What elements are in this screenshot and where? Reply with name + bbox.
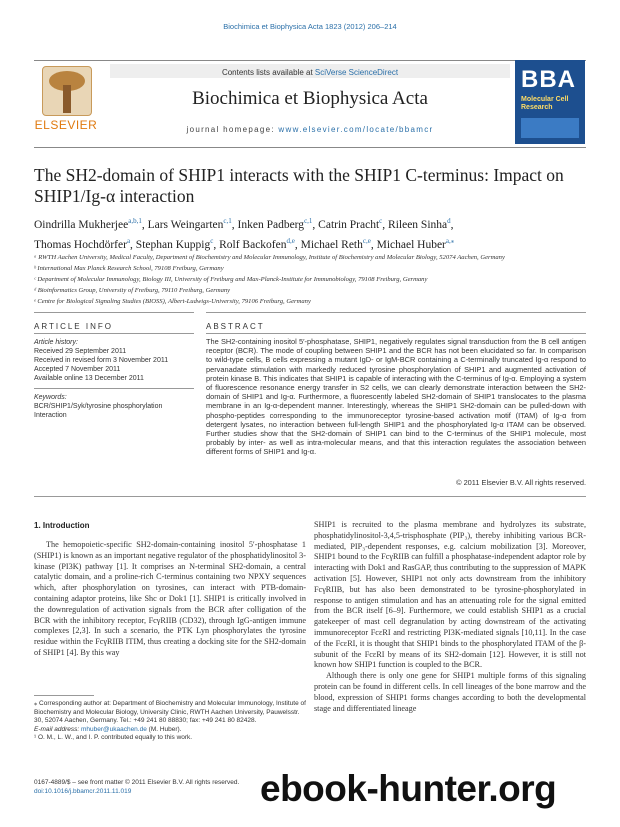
abstract-heading: ABSTRACT xyxy=(206,322,265,331)
author-affiliation-marker[interactable]: c xyxy=(379,217,383,225)
divider-abstract-top xyxy=(206,312,586,313)
copyright-notice: © 2011 Elsevier B.V. All rights reserved. xyxy=(456,478,586,487)
history-label: Article history: xyxy=(34,339,78,346)
journal-name: Biochimica et Biophysica Acta xyxy=(192,88,428,109)
divider-info-mid xyxy=(34,333,194,334)
keyword-item: BCR/SHIP1/Syk/tyrosine phosphorylation xyxy=(34,403,163,410)
cover-title: BBA xyxy=(521,66,576,93)
footnote-equal-contribution: ¹ O. M., L. W., and I. P. contributed equally to this work. xyxy=(34,734,193,741)
abstract-text: The SH2-containing inositol 5′-phosphatase, SHIP1, negatively regulates signal transduction from the B cell antigen receptor (BCR). The mode of coupling between SHIP1 and the BCR has not been elucidated so far. In comparison to wild-type cells, B cells expressing a mutant IgD- or IgM-BCR containing a C-terminally truncated Ig-α respond to pervanadate stimulation with markedly reduced tyrosine phosphorylation of SHIP1 and augmented activation of protein kinase B. This indicates that SHIP1 is capable of interacting with the C-terminus of Ig-α. Employing a system of fluorescence resonance energy transfer in S2 cells, we can clearly demonstrate interaction between the SH2-domain of SHIP1 and Ig-α. Furthermore, a fluorescently labeled SH2-domain of SHIP1 translocates to the plasma membrane in an Ig-α-dependent manner. Interestingly, whereas the SHIP1 SH2-domain can be pulled-down with phospho-peptides corresponding to the immunoreceptor tyrosine-based activation motif (ITAM) of Ig-α from detergent lysates, no interaction between full-length SHIP1 and the phosphorylated Ig-α ITAM can be observed. Further studies show that the SH2-domain of SHIP1 can bind to the C-terminus of the SHIP1 molecule, most probably by inter- as well as intra-molecular means, and that this interaction regulates the association between different forms of SHIP1 and Ig-α. xyxy=(206,337,586,457)
author-affiliation-marker[interactable]: c,1 xyxy=(223,217,232,225)
history-item: Accepted 7 November 2011 xyxy=(34,366,121,373)
watermark: ebook-hunter.org xyxy=(260,768,557,809)
author-name: Stephan Kuppig xyxy=(135,238,211,251)
author-list xyxy=(34,213,594,253)
issn-line: 0167-4889/$ – see front matter © 2011 Elsevier B.V. All rights reserved. xyxy=(34,779,240,786)
intro-right-column xyxy=(314,520,586,714)
author-affiliation-marker[interactable]: d,e xyxy=(286,236,295,245)
keywords-label: Keywords: xyxy=(34,394,67,401)
elsevier-logo xyxy=(34,62,98,136)
author-name: Catrin Pracht xyxy=(318,218,380,231)
author-affiliation-marker[interactable]: c,e xyxy=(362,236,371,245)
author-name: Inken Padberg xyxy=(237,218,305,231)
email-label: E-mail address: xyxy=(34,725,81,733)
journal-citation[interactable]: Biochimica et Biophysica Acta 1823 (2012) 206–214 xyxy=(223,22,397,31)
cover-picture xyxy=(521,118,579,138)
author-affiliation-marker[interactable]: a,⁎ xyxy=(445,236,455,245)
author-affiliation-marker[interactable]: a,b,1 xyxy=(128,217,142,225)
divider-info-top xyxy=(34,312,194,313)
footnote-email xyxy=(34,726,306,735)
publisher-name: ELSEVIER xyxy=(34,118,98,132)
tree-icon xyxy=(42,66,92,116)
author-name: Oindrilla Mukherjee xyxy=(34,218,129,231)
affiliation-d: ᵈ Bioinformatics Group, University of Freiburg, 79110 Freiburg, Germany xyxy=(34,287,231,294)
homepage-link[interactable]: www.elsevier.com/locate/bbamcr xyxy=(278,125,434,134)
author-affiliation-marker[interactable]: c xyxy=(210,236,214,245)
author-affiliation-marker[interactable]: c,1 xyxy=(304,217,313,225)
sciencedirect-link[interactable]: SciVerse ScienceDirect xyxy=(314,68,399,77)
divider-abstract-mid xyxy=(206,333,586,334)
email-link[interactable]: mhuber@ukaachen.de xyxy=(80,725,147,733)
history-item: Available online 13 December 2011 xyxy=(34,375,144,382)
journal-cover-image xyxy=(515,60,585,144)
author-name: Michael Huber xyxy=(376,238,446,251)
footnotes xyxy=(34,700,306,743)
history-item: Received 29 September 2011 xyxy=(34,348,127,355)
history-item: Received in revised form 3 November 2011 xyxy=(34,357,169,364)
affiliation-b: ᵇ International Max Planck Research School, 79108 Freiburg, Germany xyxy=(34,265,224,272)
intro-paragraph-1: The hemopoietic-specific SH2-domain-containing inositol 5′-phosphatase 1 (SHIP1) is known as an important negative regulator of the phosphatidylinositol 3-kinase (PI3K) pathway [1]. It comprises an N-terminal SH2-domain, a central catalytic domain, and a proline-rich C-terminus containing two NPXY sequences which, after phosphorylation on tyrosines, can interact with PTB-domain-containing adaptor proteins, like Shc or Dok1 [1]. SHIP1 is critically involved in the downregulation of activation signals from the BCR after colligation of the BCR with the inhibitory receptor, FcγRIIB (CD32), through IgG-antigen immune complexes [2,3]. In such a scenario, the PTK Lyn phosphorylates the tyrosine residue within the FcγRIIB ITIM, thus creating a docking site for the SH2-domain of SHIP1 [4]. By this way xyxy=(34,540,306,657)
author-name: Lars Weingarten xyxy=(147,218,224,231)
contents-line xyxy=(120,68,500,77)
divider-keywords xyxy=(34,388,194,389)
affiliations xyxy=(34,252,594,307)
section-heading-introduction: 1. Introduction xyxy=(34,521,90,530)
affiliation-c: ᶜ Department of Molecular Immunology, Biology III, University of Freiburg and Max-Planck-Institute for Immunobiology, 79108 Freiburg, Germany xyxy=(34,276,428,283)
author-affiliation-marker[interactable]: a xyxy=(126,236,131,245)
article-title: The SH2-domain of SHIP1 interacts with the SHIP1 C-terminus: Impact on SHIP1/Ig-α interaction xyxy=(34,165,564,206)
author-name: Rileen Sinha xyxy=(388,218,448,231)
intro-paragraph-1-continued: SHIP1 is recruited to the plasma membrane and hydrolyzes its substrate, phosphatidylinositol-3,4,5-trisphosphate (PIP₃), thereby inhibiting various BCR-mediated, PIP₃-dependent responses, e.g. calcium mobilization [3]. Moreover, SHIP1 bound to the FcγRIIB can fulfill a phosphatase-independent adaptor role by interacting with Dok1 and RasGAP, thus contributing to the suppression of MAPK activation [5]. However, SHIP1 not only acts downstream from the inhibitory FcγRIIB, but has also been demonstrated to be tyrosine-phosphorylated in response to antigen stimulation and has an attenuating role for the signal emitted from the BCR itself [6–9]. Furthermore, we could establish SHIP1 as a crucial gatekeeper of mast cell degranulation by acting downstream of the activating immunoreceptor FcεRI and restricting PI3K-mediated signals [10,11]. In the case of the FcεRI, it is thought that SHIP1 binds to the phosphorylated ITAM of the β-subunit of the FcεRI by means of its SH2-domain [12]. However, it is still not known how SHIP1 function is coupled to the BCR. xyxy=(314,520,586,670)
article-info-heading: ARTICLE INFO xyxy=(34,322,113,331)
homepage-prefix: journal homepage: xyxy=(186,125,279,134)
affiliation-e: ᵉ Centre for Biological Signaling Studies (BIOSS), Albert-Ludwigs-University, 79106 Freiburg, Germany xyxy=(34,298,311,305)
intro-left-column xyxy=(34,540,306,659)
cover-subtitle: Molecular Cell Research xyxy=(521,96,569,111)
article-history xyxy=(34,338,194,383)
author-line-1: Oindrilla Mukherjee$^{a,b,1}$, Lars Weingarten$^{c,1}$, Inken Padberg$^{c,1}$, Catrin Pracht$^c$, Rileen Sinha$^d$, xyxy=(34,217,454,231)
keywords xyxy=(34,393,194,420)
affiliation-a: ᵃ RWTH Aachen University, Medical Faculty, Department of Biochemistry and Molecular Immunology, Institute of Biochemistry and Molecular Biology, 52074 Aachen, Germany xyxy=(34,254,505,261)
author-line-2: Thomas Hochdörfer$^a$, Stephan Kuppig$^c$, Rolf Backofen$^{d,e}$, Michael Reth$^{c,e}$, Michael Huber$^{a,⁎}$ xyxy=(34,236,455,251)
email-suffix: (M. Huber). xyxy=(146,725,182,733)
contents-prefix: Contents lists available at xyxy=(221,68,315,77)
intro-paragraph-2: Although there is only one gene for SHIP1 multiple forms of this signaling protein can be found in different cells. In cell lineages of the bone marrow and the blood, expression of SHIP1 forms changes according to both the developmental stage and differentiated lineage xyxy=(314,671,586,713)
author-name: Rolf Backofen xyxy=(219,238,287,251)
author-name: Michael Reth xyxy=(300,238,363,251)
divider-abstract-bottom xyxy=(34,496,586,497)
keyword-item: Interaction xyxy=(34,412,67,419)
journal-homepage xyxy=(120,125,500,134)
author-affiliation-marker[interactable]: d xyxy=(447,217,451,225)
footnote-corresponding: ⁎ Corresponding author at: Department of Biochemistry and Molecular Immunology, Institute of Biochemistry and Molecular Biology, University Clinic, RWTH Aachen University, Pauwelsstr. 30, 52074 Aachen, Germany. Tel.: +49 241 80 88830; fax: +49 241 80 82428. xyxy=(34,700,306,724)
author-name: Thomas Hochdörfer xyxy=(34,238,127,251)
doi-link[interactable]: doi:10.1016/j.bbamcr.2011.11.019 xyxy=(34,787,132,795)
footnote-divider xyxy=(34,695,94,696)
